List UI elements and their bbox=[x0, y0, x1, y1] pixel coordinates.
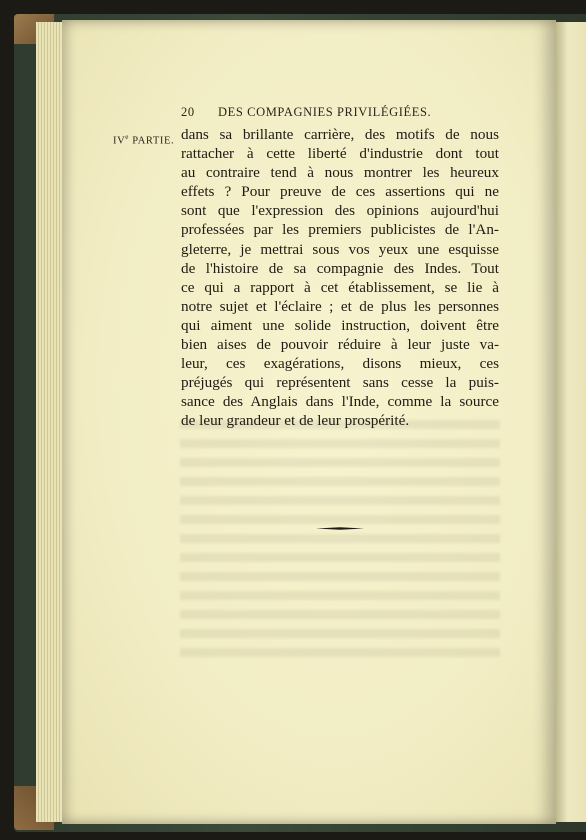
facing-page-edge bbox=[556, 22, 586, 822]
margin-note-label: PARTIE. bbox=[129, 135, 175, 147]
text-line: qui aiment une solide instruction, doivent être bbox=[181, 316, 499, 334]
margin-note bbox=[113, 133, 174, 147]
margin-note-superscript: e bbox=[125, 133, 129, 141]
section-divider-ornament bbox=[316, 527, 364, 530]
show-through-text bbox=[180, 420, 500, 665]
text-line: gleterre, je mettrai sous vos yeux une esquisse bbox=[181, 240, 499, 258]
text-line: ce qui a rapport à cet établissement, se lie à bbox=[181, 278, 499, 296]
running-title: DES COMPAGNIES PRIVILÉGIÉES. bbox=[218, 105, 432, 119]
text-line: leur, ces exagérations, disons mieux, ces bbox=[181, 355, 499, 373]
text-line: de leur grandeur et de leur prospérité. bbox=[181, 412, 410, 430]
text-line: au contraire tend à nous montrer les heureux bbox=[181, 164, 499, 182]
body-paragraph bbox=[181, 125, 499, 431]
text-line: professées par les premiers publicistes de l'An- bbox=[181, 221, 499, 239]
text-line: sance des Anglais dans l'Inde, comme la source bbox=[181, 393, 499, 411]
text-line: de l'histoire de sa compagnie des Indes. Tout bbox=[181, 259, 499, 277]
text-line: dans sa brillante carrière, des motifs de nous bbox=[181, 126, 499, 143]
text-line: rattacher à cette liberté d'industrie dont tout bbox=[181, 145, 499, 163]
page-number: 20 bbox=[181, 105, 195, 119]
text-line: effets ? Pour preuve de ces assertions qui ne bbox=[181, 183, 499, 201]
text-line: notre sujet et l'éclaire ; et de plus les personnes bbox=[181, 297, 499, 315]
text-line: bien aises de pouvoir réduire à leur juste va- bbox=[181, 336, 499, 354]
text-line: sont que l'expression des opinions aujourd'hui bbox=[181, 202, 499, 220]
margin-note-roman: IV bbox=[113, 135, 126, 147]
text-line: préjugés qui représentent sans cesse la puis- bbox=[181, 374, 499, 392]
